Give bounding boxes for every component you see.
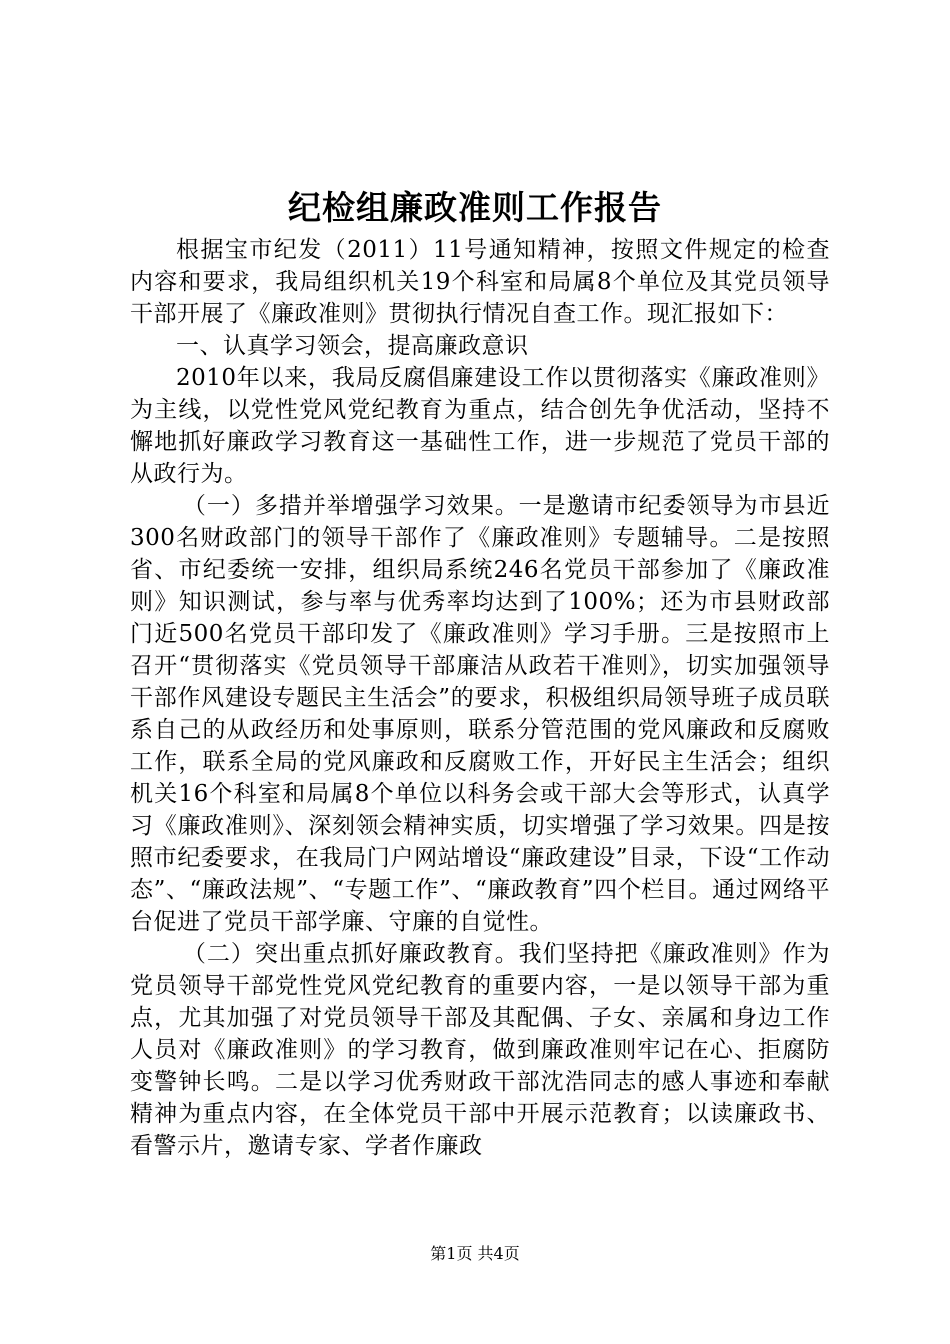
subsection-paragraph: （一）多措并举增强学习效果。一是邀请市纪委领导为市县近300名财政部门的领导干部作了《廉政准则》专题辅导。二是按照省、市纪委统一安排，组织局系统246名党员干部参加了《廉政准则》知识测试，参与率与优秀率均达到了100%；还为市县财政部门近500名党员干部印发了《廉政准则》学习手册。三是按照市上召开“贯彻落实《党员领导干部廉洁从政若干准则》，切实加强领导干部作风建设专题民主生活会”的要求，积极组织局领导班子成员联系自己的从政经历和处事原则，联系分管范围的党风廉政和反腐败工作，联系全局的党风廉政和反腐败工作，开好民主生活会；组织机关16个科室和局属8个单位以科务会或干部大会等形式，认真学习《廉政准则》、深刻领会精神实质，切实增强了学习效果。四是按照市纪委要求，在我局门户网站增设“廉政建设”目录，下设“工作动态”、“廉政法规”、“专题工作”、“廉政教育”四个栏目。通过网络平台促进了党员干部学廉、守廉的自觉性。 (130, 493, 830, 935)
section-heading: 一、认真学习领会，提高廉政意识 (176, 333, 529, 359)
document-body (130, 234, 830, 1162)
body-paragraph: 2010年以来，我局反腐倡廉建设工作以贯彻落实《廉政准则》为主线，以党性党风党纪教育为重点，结合创先争优活动，坚持不懈地抓好廉政学习教育这一基础性工作，进一步规范了党员干部的从政行为。 (130, 365, 830, 487)
document-title: 纪检组廉政准则工作报告 (288, 188, 662, 227)
intro-paragraph: 根据宝市纪发（2011）11号通知精神，按照文件规定的检查内容和要求，我局组织机关19个科室和局属8个单位及其党员领导干部开展了《廉政准则》贯彻执行情况自查工作。现汇报如下： (130, 237, 830, 327)
subsection-paragraph: （二）突出重点抓好廉政教育。我们坚持把《廉政准则》作为党员领导干部党性党风党纪教育的重要内容，一是以领导干部为重点，尤其加强了对党员领导干部及其配偶、子女、亲属和身边工作人员对《廉政准则》的学习教育，做到廉政准则牢记在心、拒腐防变警钟长鸣。二是以学习优秀财政干部沈浩同志的感人事迹和奉献精神为重点内容，在全体党员干部中开展示范教育；以读廉政书、看警示片，邀请专家、学者作廉政 (130, 941, 830, 1159)
page-footer: 第1页 共4页 (430, 1244, 520, 1263)
